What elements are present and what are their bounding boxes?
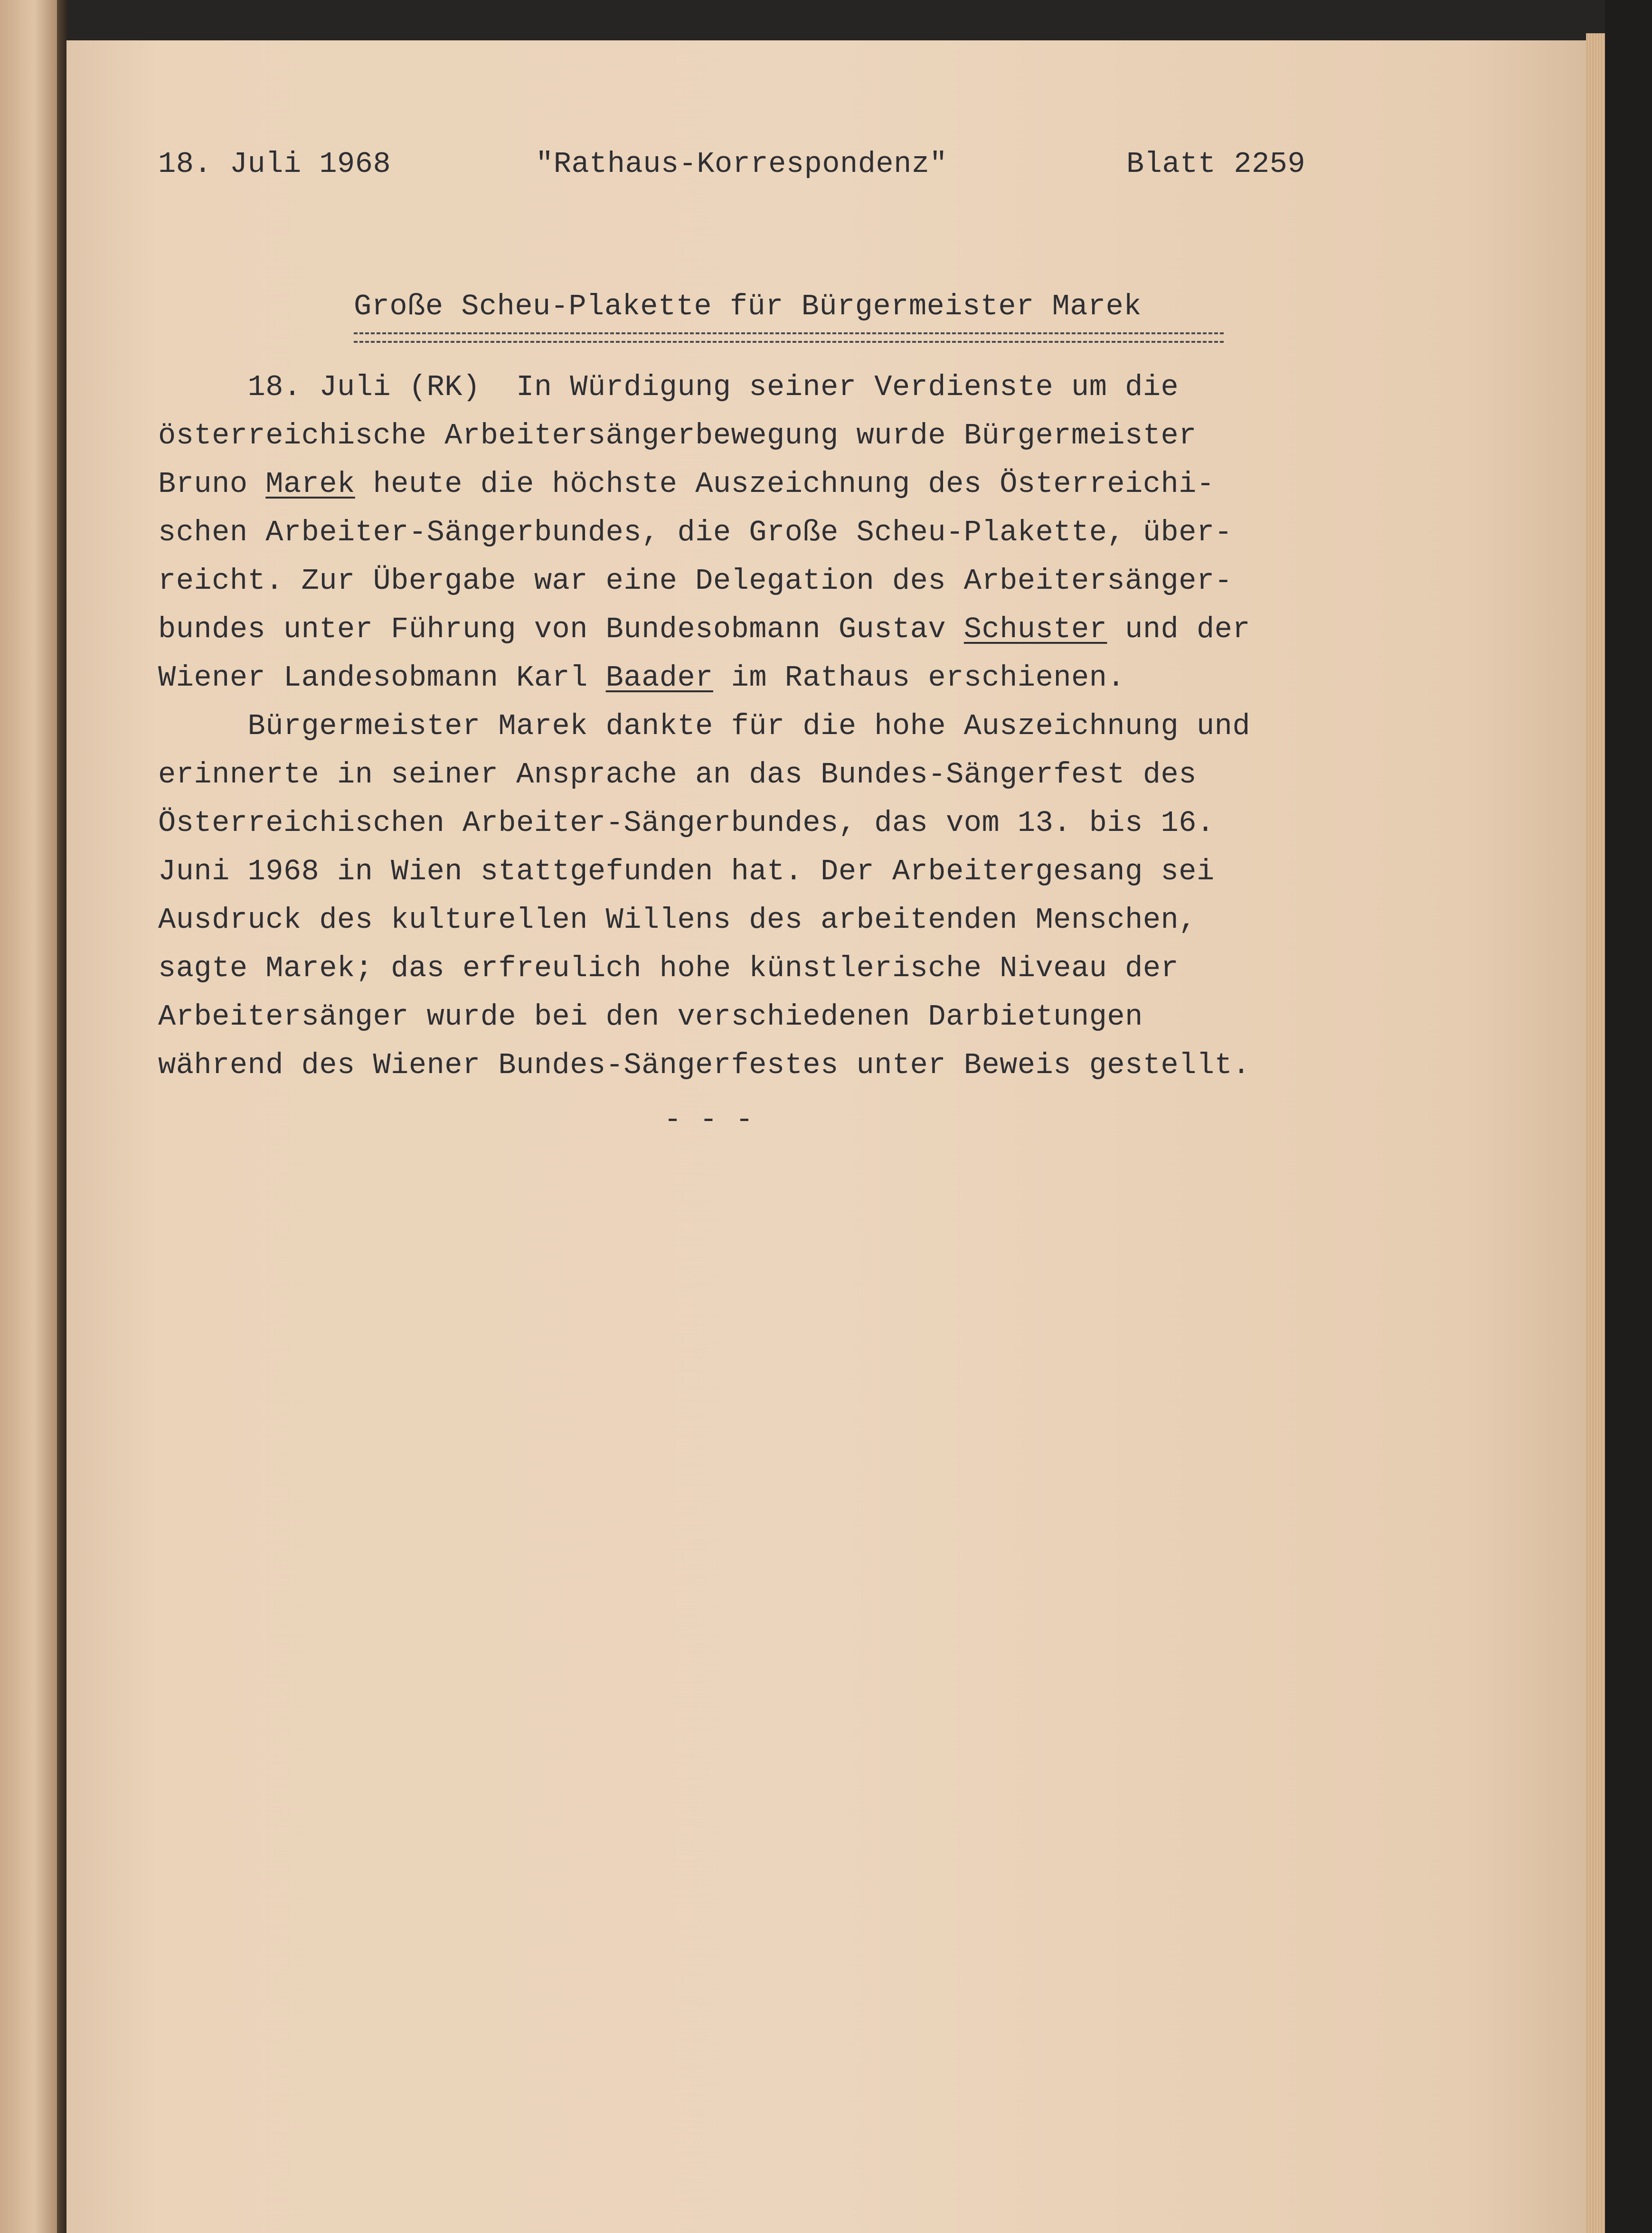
body-line: während des Wiener Bundes-Sängerfestes unter Beweis gestellt.	[158, 1048, 1251, 1082]
page-stack-edge	[1586, 33, 1605, 2233]
body-line: reicht. Zur Übergabe war eine Delegation des Arbeitersänger-	[158, 564, 1233, 598]
underlined-name-schuster: Schuster	[963, 612, 1107, 646]
body-line: bundes unter Führung von Bundesobmann Gustav Schuster und der	[158, 612, 1251, 646]
scan-border	[1605, 0, 1652, 2233]
document-page	[66, 40, 1586, 2233]
end-of-article-mark: - - -	[664, 1103, 754, 1137]
header-date: 18. Juli 1968	[158, 147, 391, 181]
binding-gutter	[57, 0, 67, 2233]
body-line: Arbeitersänger wurde bei den verschiedenen Darbietungen	[158, 1000, 1143, 1034]
header-sheet-number: Blatt 2259	[1126, 147, 1306, 181]
body-line: erinnerte in seiner Ansprache an das Bundes-Sängerfest des	[158, 758, 1197, 791]
body-line: Ausdruck des kulturellen Willens des arbeitenden Menschen,	[158, 903, 1197, 937]
body-line: österreichische Arbeitersängerbewegung wurde Bürgermeister	[158, 419, 1197, 452]
body-line: Bürgermeister Marek dankte für die hohe Auszeichnung und	[158, 709, 1251, 743]
adjacent-page-edge	[0, 0, 57, 2233]
body-line: Wiener Landesobmann Karl Baader im Rathaus erschienen.	[158, 661, 1125, 695]
article-title: Große Scheu-Plakette für Bürgermeister Marek	[354, 290, 1142, 323]
body-line: Österreichischen Arbeiter-Sängerbundes, das vom 13. bis 16.	[158, 806, 1215, 840]
body-line: schen Arbeiter-Sängerbundes, die Große Scheu-Plakette, über-	[158, 516, 1233, 549]
body-line: Bruno Marek heute die höchste Auszeichnung des Österreichi-	[158, 467, 1215, 501]
title-double-rule	[354, 332, 1224, 343]
underlined-name-marek: Marek	[265, 467, 355, 501]
header-publication: "Rathaus-Korrespondenz"	[536, 147, 948, 181]
body-line: Juni 1968 in Wien stattgefunden hat. Der Arbeitergesang sei	[158, 855, 1215, 888]
body-line: 18. Juli (RK) In Würdigung seiner Verdienste um die	[158, 370, 1179, 404]
body-line: sagte Marek; das erfreulich hohe künstlerische Niveau der	[158, 952, 1179, 985]
underlined-name-baader: Baader	[605, 661, 713, 695]
